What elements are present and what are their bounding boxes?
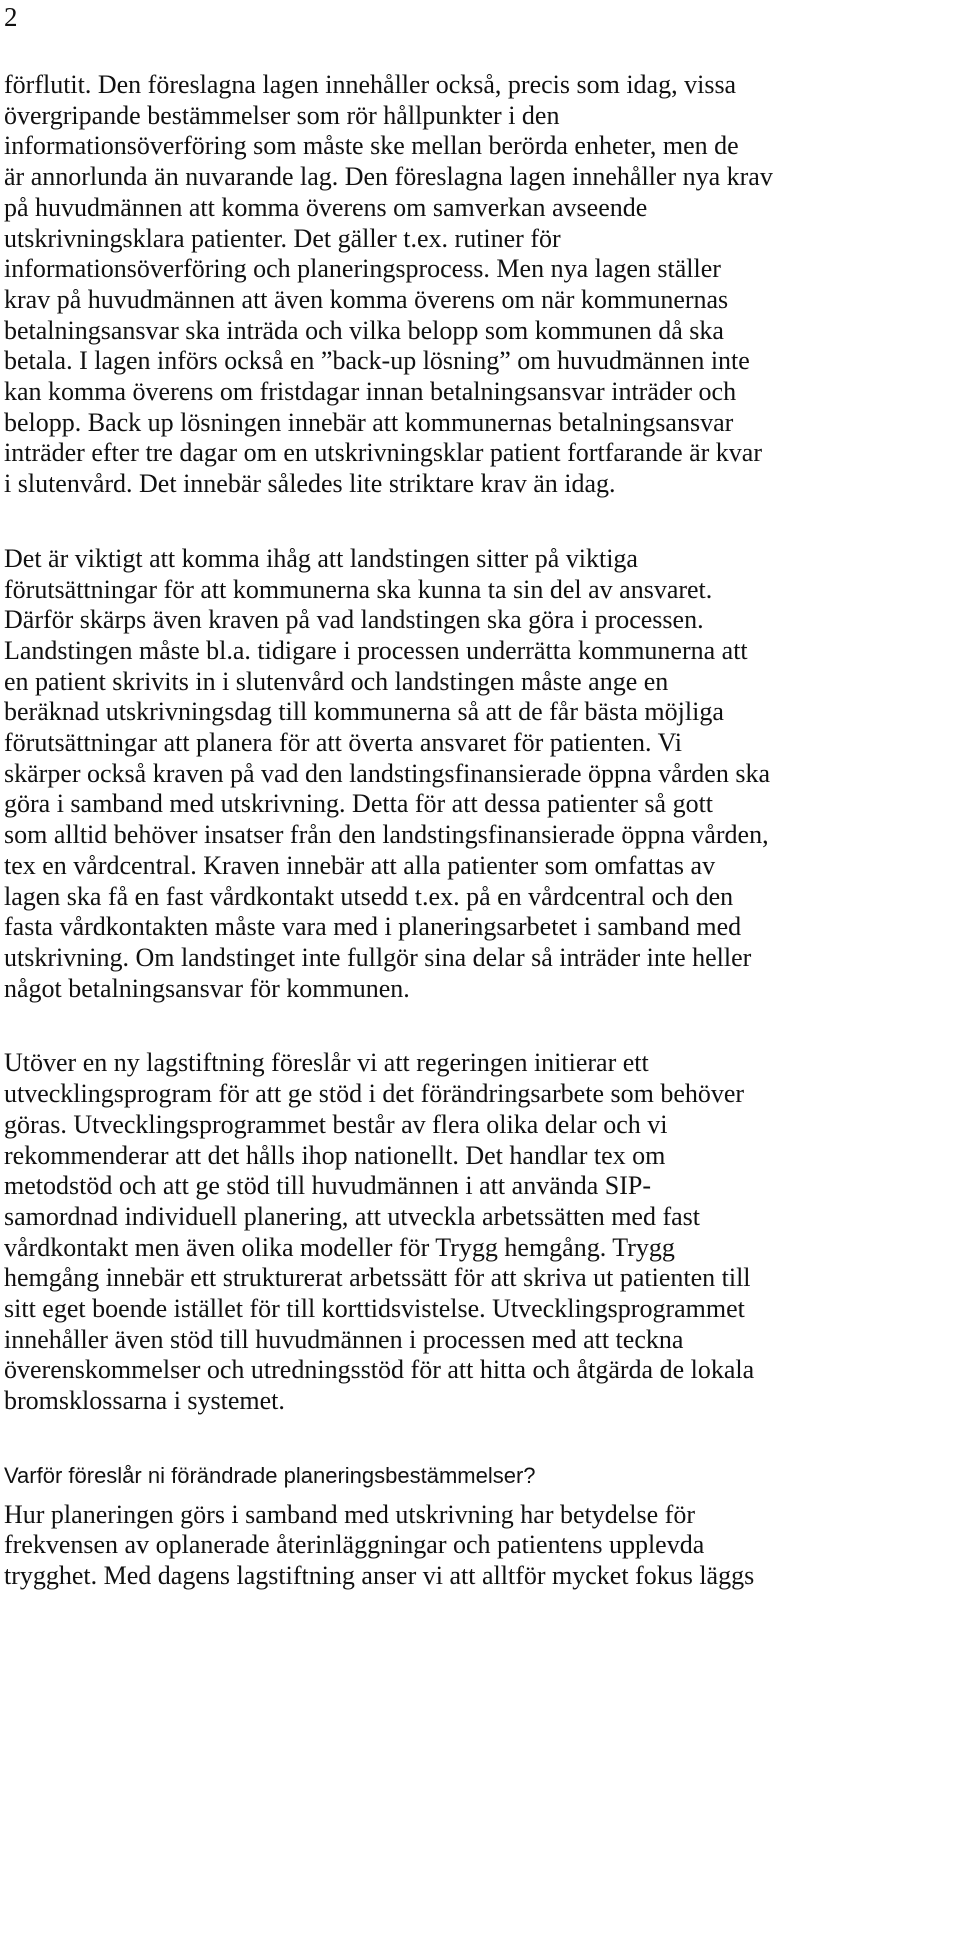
text-line: lagen ska få en fast vårdkontakt utsedd t.ex. på en vårdcentral och den xyxy=(4,881,734,911)
paragraph-4 xyxy=(4,1500,956,1592)
text-line: något betalningsansvar för kommunen. xyxy=(4,973,410,1003)
text-line: frekvensen av oplanerade återinläggningar och patientens upplevda xyxy=(4,1530,705,1560)
heading-spacer xyxy=(4,1492,956,1500)
text-line: utvecklingsprogram för att ge stöd i det förändringsarbete som behöver xyxy=(4,1079,745,1109)
text-line: beräknad utskrivningsdag till kommunerna så att de får bästa möjliga xyxy=(4,697,724,727)
text-line: i slutenvård. Det innebär således lite striktare krav än idag. xyxy=(4,469,616,499)
text-line: hemgång innebär ett strukturerat arbetssätt för att skriva ut patienten till xyxy=(4,1263,751,1293)
text-line: informationsöverföring som måste ske mellan berörda enheter, men de xyxy=(4,131,739,161)
text-line: förutsättningar att planera för att överta ansvaret för patienten. Vi xyxy=(4,728,683,758)
text-line: kan komma överens om fristdagar innan betalningsansvar inträder och xyxy=(4,377,737,407)
paragraph-spacer xyxy=(4,1417,956,1461)
text-line: förflutit. Den föreslagna lagen innehåller också, precis som idag, vissa xyxy=(4,70,737,99)
paragraph-2 xyxy=(4,544,956,1005)
text-line: betalningsansvar ska inträda och vilka belopp som kommunen då ska xyxy=(4,315,724,345)
paragraph-spacer xyxy=(4,500,956,544)
paragraph-spacer xyxy=(4,1004,956,1048)
text-line: tex en vårdcentral. Kraven innebär att alla patienter som omfattas av xyxy=(4,850,716,880)
text-line: som alltid behöver insatser från den landstingsfinansierade öppna vården, xyxy=(4,820,769,850)
text-line: innehåller även stöd till huvudmännen i processen med att teckna xyxy=(4,1324,684,1354)
text-line: Det är viktigt att komma ihåg att landstingen sitter på viktiga xyxy=(4,543,638,573)
text-line: övergripande bestämmelser som rör hållpunkter i den xyxy=(4,100,560,130)
text-line: vårdkontakt men även olika modeller för Trygg hemgång. Trygg xyxy=(4,1232,675,1262)
text-line: skärper också kraven på vad den landstingsfinansierade öppna vården ska xyxy=(4,758,770,788)
text-line: Hur planeringen görs i samband med utskrivning har betydelse för xyxy=(4,1499,695,1529)
text-line: belopp. Back up lösningen innebär att kommunernas betalningsansvar xyxy=(4,407,734,437)
section-heading: Varför föreslår ni förändrade planeringsbestämmelser? xyxy=(4,1462,536,1488)
text-line: metodstöd och att ge stöd till huvudmännen i att använda SIP- xyxy=(4,1171,652,1201)
text-line: samordnad individuell planering, att utveckla arbetssätten med fast xyxy=(4,1201,701,1231)
page-number: 2 xyxy=(4,2,18,32)
text-line: är annorlunda än nuvarande lag. Den föreslagna lagen innehåller nya krav xyxy=(4,162,773,192)
text-line: Utöver en ny lagstiftning föreslår vi att regeringen initierar ett xyxy=(4,1048,649,1078)
text-line: en patient skrivits in i slutenvård och landstingen måste ange en xyxy=(4,666,669,696)
text-line: inträder efter tre dagar om en utskrivningsklar patient fortfarande är kvar xyxy=(4,438,762,468)
text-line: sitt eget boende istället för till korttidsvistelse. Utvecklingsprogrammet xyxy=(4,1294,745,1324)
text-line: krav på huvudmännen att även komma överens om när kommunernas xyxy=(4,284,729,314)
document-body xyxy=(4,70,956,1592)
text-line: Landstingen måste bl.a. tidigare i processen underrätta kommunerna att xyxy=(4,635,748,665)
text-line: utskrivningsklara patienter. Det gäller t.ex. rutiner för xyxy=(4,223,561,253)
text-line: bromsklossarna i systemet. xyxy=(4,1386,285,1416)
text-line: göras. Utvecklingsprogrammet består av flera olika delar och vi xyxy=(4,1109,668,1139)
text-line: Därför skärps även kraven på vad landstingen ska göra i processen. xyxy=(4,605,704,635)
text-line: förutsättningar för att kommunerna ska kunna ta sin del av ansvaret. xyxy=(4,574,713,604)
text-line: informationsöverföring och planeringsprocess. Men nya lagen ställer xyxy=(4,254,721,284)
text-line: göra i samband med utskrivning. Detta för att dessa patienter så gott xyxy=(4,789,714,819)
text-line: betala. I lagen införs också en ”back-up lösning” om huvudmännen inte xyxy=(4,346,750,376)
text-line: rekommenderar att det hålls ihop nationellt. Det handlar tex om xyxy=(4,1140,666,1170)
text-line: utskrivning. Om landstinget inte fullgör sina delar så inträder inte heller xyxy=(4,942,752,972)
paragraph-3 xyxy=(4,1048,956,1416)
text-line: fasta vårdkontakten måste vara med i planeringsarbetet i samband med xyxy=(4,912,742,942)
paragraph-1 xyxy=(4,70,956,500)
text-line: överenskommelser och utredningsstöd för att hitta och åtgärda de lokala xyxy=(4,1355,755,1385)
text-line: trygghet. Med dagens lagstiftning anser vi att alltför mycket fokus läggs xyxy=(4,1560,755,1590)
text-line: på huvudmännen att komma överens om samverkan avseende xyxy=(4,192,648,222)
